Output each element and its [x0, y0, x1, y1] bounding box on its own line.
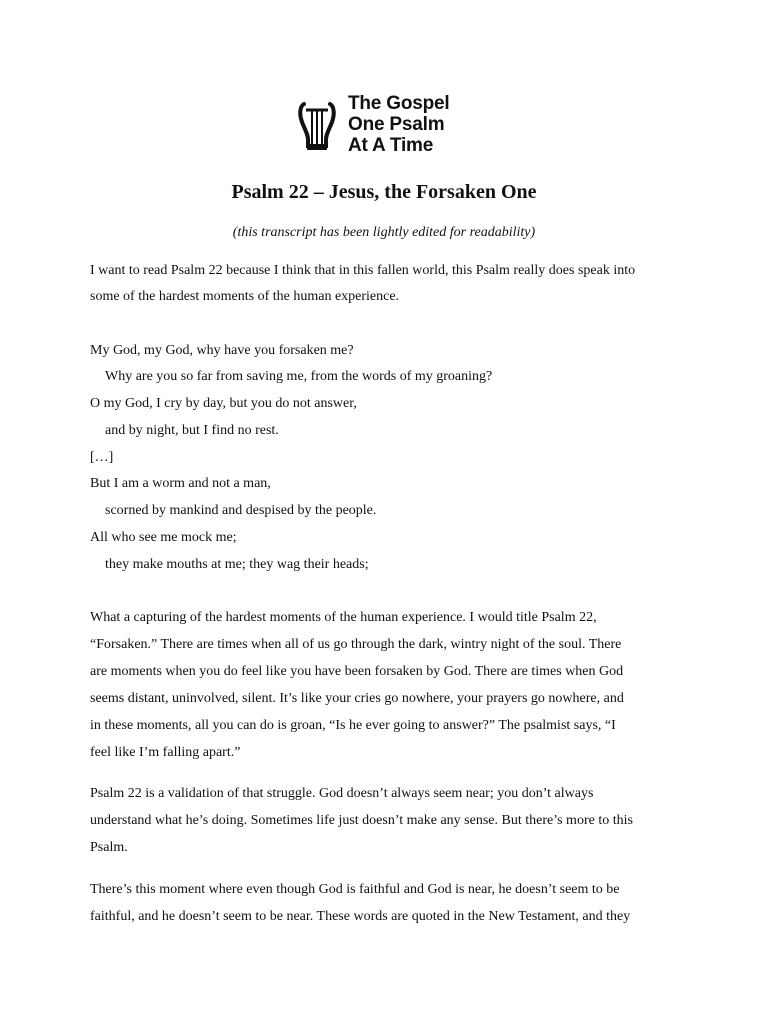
logo-line-1: The Gospel: [348, 93, 450, 114]
psalm-line: Why are you so far from saving me, from the words of my groaning?: [105, 369, 493, 384]
psalm-line: and by night, but I find no rest.: [105, 423, 279, 438]
logo-wordmark: [348, 93, 449, 156]
document-subtitle: (this transcript has been lightly edited for readability): [232, 225, 536, 240]
paragraph-line: Psalm 22 is a validation of that struggle. God doesn’t always seem near; you don’t always: [90, 786, 594, 801]
paragraph-line: feel like I’m falling apart.”: [90, 745, 241, 760]
document-title: Psalm 22 – Jesus, the Forsaken One: [231, 181, 537, 203]
psalm-ellipsis: […]: [90, 450, 114, 465]
logo-line-3: At A Time: [348, 135, 434, 156]
paragraph-line: seems distant, uninvolved, silent. It’s like your cries go nowhere, your prayers go nowhere, and: [90, 691, 624, 706]
logo-line-2: One Psalm: [348, 114, 445, 135]
intro-line: some of the hardest moments of the human experience.: [90, 289, 400, 304]
paragraph-line: faithful, and he doesn’t seem to be near. These words are quoted in the New Testament, and they: [90, 909, 631, 924]
psalm-line: O my God, I cry by day, but you do not answer,: [90, 396, 357, 411]
paragraph-line: Psalm.: [90, 840, 128, 855]
paragraph-line: There’s this moment where even though God is faithful and God is near, he doesn’t seem to be: [90, 882, 620, 897]
psalm-line: scorned by mankind and despised by the people.: [105, 503, 377, 518]
paragraph-line: understand what he’s doing. Sometimes life just doesn’t make any sense. But there’s more to this: [90, 813, 633, 828]
paragraph-line: “Forsaken.” There are times when all of us go through the dark, wintry night of the soul. There: [90, 637, 622, 652]
intro-line: I want to read Psalm 22 because I think that in this fallen world, this Psalm really does speak into: [90, 263, 636, 278]
paragraph-line: are moments when you do feel like you have been forsaken by God. There are times when God: [90, 664, 624, 679]
lyre-icon: [298, 98, 336, 154]
psalm-line: My God, my God, why have you forsaken me?: [90, 343, 354, 358]
psalm-line: All who see me mock me;: [90, 530, 237, 545]
paragraph-line: in these moments, all you can do is groan, “Is he ever going to answer?” The psalmist says, “I: [90, 718, 616, 733]
psalm-line: they make mouths at me; they wag their heads;: [105, 557, 369, 572]
psalm-line: But I am a worm and not a man,: [90, 476, 271, 491]
logo: [298, 93, 449, 156]
paragraph-line: What a capturing of the hardest moments of the human experience. I would title Psalm 22,: [90, 610, 597, 625]
